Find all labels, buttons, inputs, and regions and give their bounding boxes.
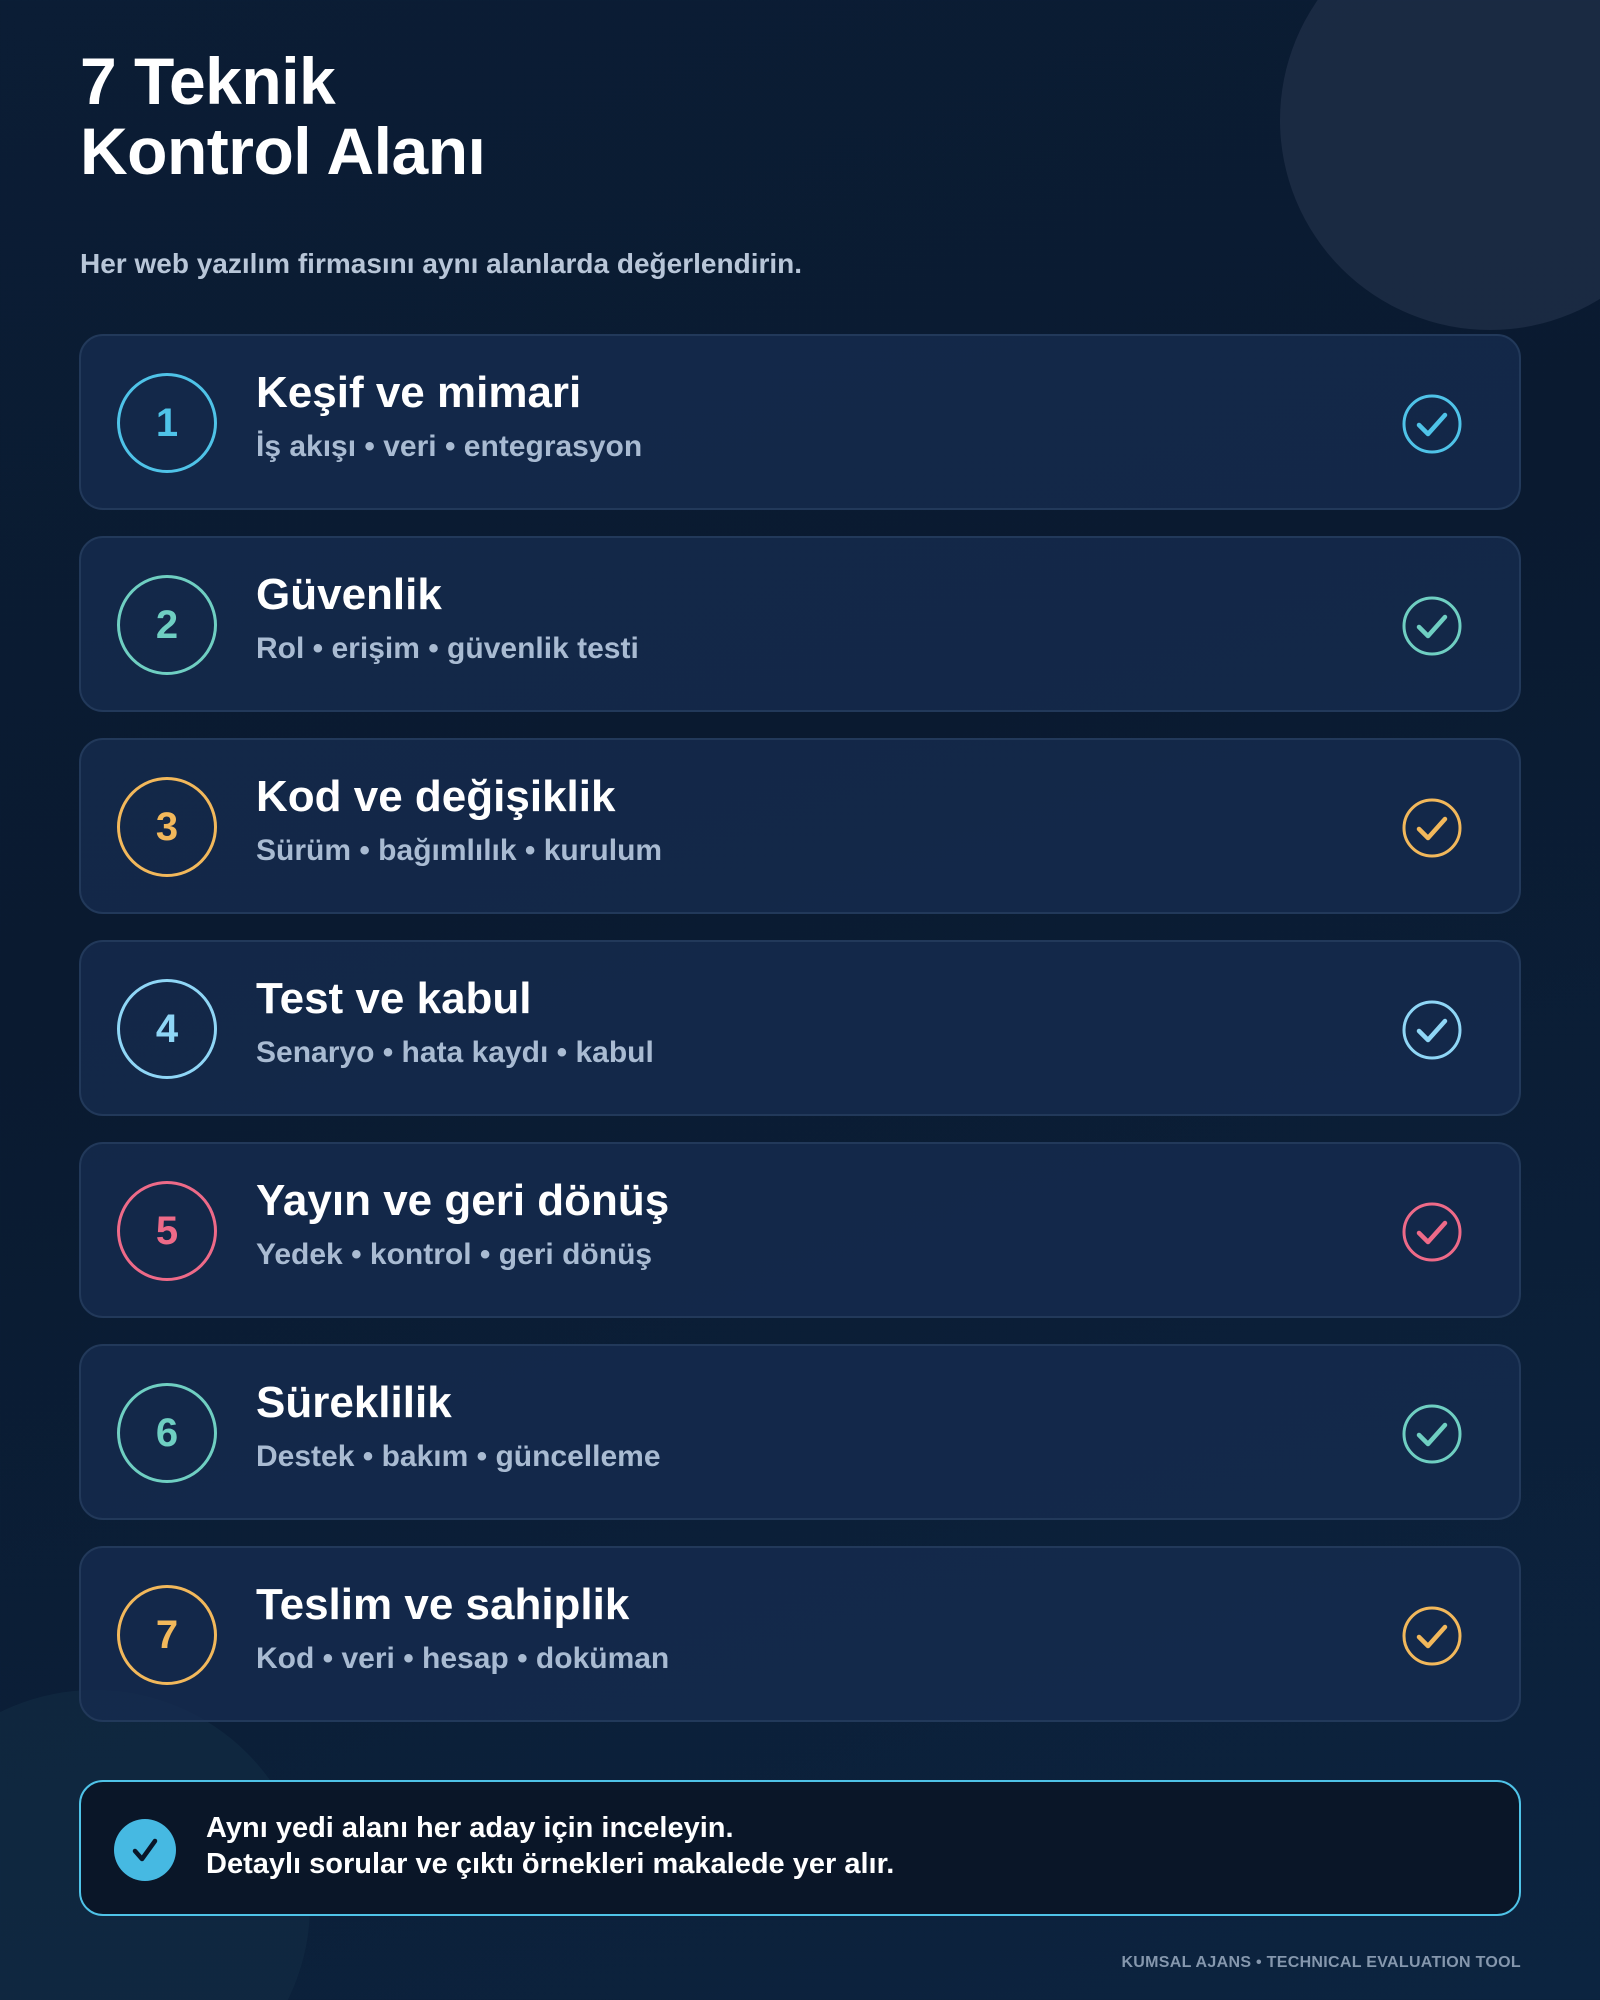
number-badge: 4	[117, 979, 217, 1079]
card-title: Kod ve değişiklik	[256, 772, 616, 821]
number-badge: 2	[117, 575, 217, 675]
check-circle-icon	[1401, 1201, 1463, 1263]
control-area-card-5[interactable]	[79, 1142, 1521, 1318]
check-mark-icon	[128, 1833, 162, 1867]
control-area-card-6[interactable]	[79, 1344, 1521, 1520]
card-title: Teslim ve sahiplik	[256, 1580, 630, 1629]
control-area-card-2[interactable]	[79, 536, 1521, 712]
control-area-card-3[interactable]	[79, 738, 1521, 914]
check-circle-icon	[1401, 797, 1463, 859]
footer-line2: Detaylı sorular ve çıktı örnekleri makalede yer alır.	[206, 1848, 895, 1880]
footer-line1: Aynı yedi alanı her aday için inceleyin.	[206, 1812, 734, 1844]
card-title: Süreklilik	[256, 1378, 452, 1427]
footer-text	[206, 1810, 894, 1882]
control-area-list	[79, 334, 1521, 1748]
number-badge: 3	[117, 777, 217, 877]
card-title: Güvenlik	[256, 570, 442, 619]
check-circle-icon	[1401, 1605, 1463, 1667]
card-description: Sürüm • bağımlılık • kurulum	[256, 834, 663, 867]
number-badge: 6	[117, 1383, 217, 1483]
page-title-line1: 7 Teknik	[80, 44, 336, 118]
number-badge: 1	[117, 373, 217, 473]
page-subtitle: Her web yazılım firmasını aynı alanlarda değerlendirin.	[80, 248, 803, 279]
check-circle-icon	[1401, 393, 1463, 455]
page-title-line2: Kontrol Alanı	[80, 114, 486, 188]
check-circle-icon	[114, 1819, 176, 1881]
decorative-circle-top-right	[1280, 0, 1600, 330]
control-area-card-1[interactable]	[79, 334, 1521, 510]
page-title	[80, 46, 485, 186]
card-title: Keşif ve mimari	[256, 368, 582, 417]
check-circle-icon	[1401, 595, 1463, 657]
check-circle-icon	[1401, 999, 1463, 1061]
check-circle-icon	[1401, 1403, 1463, 1465]
card-title: Yayın ve geri dönüş	[256, 1176, 670, 1225]
control-area-card-4[interactable]	[79, 940, 1521, 1116]
brand-caption: KUMSAL AJANS • TECHNICAL EVALUATION TOOL	[1121, 1954, 1521, 1971]
number-badge: 5	[117, 1181, 217, 1281]
footer-note	[79, 1780, 1521, 1916]
control-area-card-7[interactable]	[79, 1546, 1521, 1722]
card-description: İş akışı • veri • entegrasyon	[256, 430, 643, 463]
card-title: Test ve kabul	[256, 974, 532, 1023]
card-description: Rol • erişim • güvenlik testi	[256, 632, 639, 665]
number-badge: 7	[117, 1585, 217, 1685]
card-description: Kod • veri • hesap • doküman	[256, 1642, 670, 1675]
card-description: Destek • bakım • güncelleme	[256, 1440, 661, 1473]
card-description: Yedek • kontrol • geri dönüş	[256, 1238, 653, 1271]
card-description: Senaryo • hata kaydı • kabul	[256, 1036, 654, 1069]
